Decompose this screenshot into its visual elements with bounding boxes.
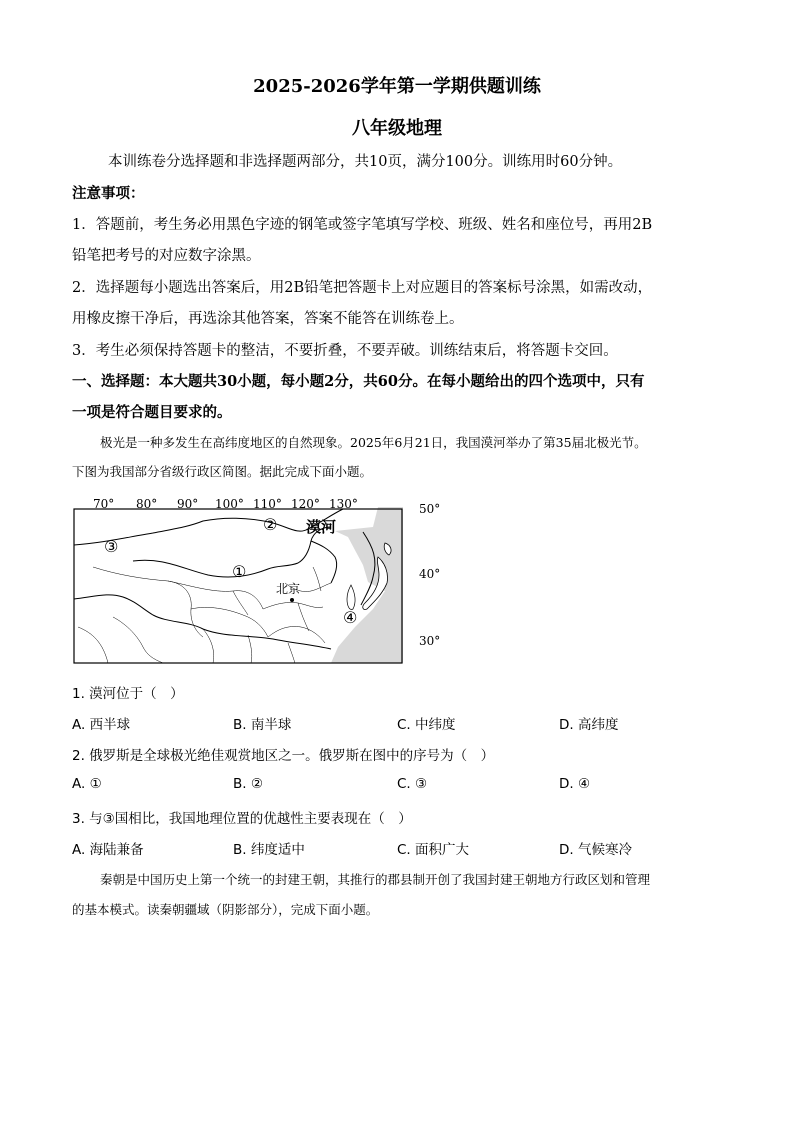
marker-1: ① [232, 562, 247, 581]
passage2-line1: 秦朝是中国历史上第一个统一的封建王朝，其推行的郡县制开创了我国封建王朝地方行政区划和管理 [100, 872, 651, 887]
section-heading-b: 一项是符合题目要求的。 [72, 404, 232, 421]
notice-item-3: 3．考生必须保持答题卡的整洁，不要折叠，不要弄破。训练结束后，将答题卡交回。 [72, 343, 618, 359]
marker-4: ④ [343, 608, 358, 627]
passage2-line2: 的基本模式。读秦朝疆域（阴影部分），完成下面小题。 [72, 902, 379, 917]
lat-label-30: 30° [419, 634, 441, 648]
notice-item-1-a: 1．答题前，考生务必用黑色字迹的钢笔或签字笔填写学校、班级、姓名和座位号，再用2B [72, 217, 653, 233]
china-provinces-map [73, 497, 443, 669]
q2-option-d[interactable]: D. ④ [559, 776, 591, 792]
marker-3: ③ [104, 537, 119, 556]
q3-option-b[interactable]: B. 纬度适中 [233, 842, 305, 858]
q1-option-d[interactable]: D. 高纬度 [559, 717, 619, 733]
intro-text: 本训练卷分选择题和非选择题两部分，共10页，满分100分。训练用时60分钟。 [108, 154, 623, 170]
passage1-line1: 极光是一种多发生在高纬度地区的自然现象。2025年6月21日，我国漠河举办了第35届北极光节。 [100, 435, 647, 450]
q3-option-d[interactable]: D. 气候寒冷 [559, 842, 632, 858]
question-1-stem: 1. 漠河位于（ ） [72, 686, 184, 702]
question-2-stem: 2. 俄罗斯是全球极光绝佳观赏地区之一。俄罗斯在图中的序号为（ ） [72, 748, 495, 764]
q3-option-a[interactable]: A. 海陆兼备 [72, 842, 144, 858]
place-beijing: 北京 [276, 582, 301, 596]
notice-heading: 注意事项： [72, 185, 145, 202]
lon-label-130: 130° [329, 497, 358, 511]
q1-option-c[interactable]: C. 中纬度 [397, 717, 456, 733]
lon-label-90: 90° [177, 497, 199, 511]
question-3-stem: 3. 与③国相比，我国地理位置的优越性主要表现在（ ） [72, 811, 412, 827]
marker-2: ② [263, 515, 278, 534]
exam-subtitle: 八年级地理 [352, 118, 442, 139]
lon-label-110: 110° [253, 497, 282, 511]
q2-option-c[interactable]: C. ③ [397, 776, 428, 792]
notice-item-2-b: 用橡皮擦干净后，再选涂其他答案，答案不能答在训练卷上。 [72, 311, 464, 327]
q1-option-a[interactable]: A. 西半球 [72, 717, 131, 733]
section-heading-a: 一、选择题：本大题共30小题，每小题2分，共60分。在每小题给出的四个选项中，只有 [72, 373, 645, 390]
lon-label-120: 120° [291, 497, 320, 511]
notice-item-1-b: 铅笔把考号的对应数字涂黑。 [72, 248, 261, 264]
q2-option-b[interactable]: B. ② [233, 776, 263, 792]
q1-option-b[interactable]: B. 南半球 [233, 717, 292, 733]
q3-option-c[interactable]: C. 面积广大 [397, 842, 470, 858]
lat-label-50: 50° [419, 502, 441, 516]
notice-item-2-a: 2．选择题每小题选出答案后，用2B铅笔把答题卡上对应题目的答案标号涂黑，如需改动， [72, 280, 653, 296]
q2-option-a[interactable]: A. ① [72, 776, 102, 792]
place-mohe: 漠河 [306, 518, 337, 536]
lon-label-100: 100° [215, 497, 244, 511]
lat-label-40: 40° [419, 567, 441, 581]
sea-area [331, 507, 403, 663]
korea-peninsula [347, 585, 355, 609]
lon-label-80: 80° [136, 497, 158, 511]
passage1-line2: 下图为我国部分省级行政区简图。据此完成下面小题。 [72, 464, 373, 479]
lon-label-70: 70° [93, 497, 115, 511]
exam-title: 2025-2026学年第一学期供题训练 [253, 76, 541, 97]
beijing-dot [290, 598, 294, 602]
